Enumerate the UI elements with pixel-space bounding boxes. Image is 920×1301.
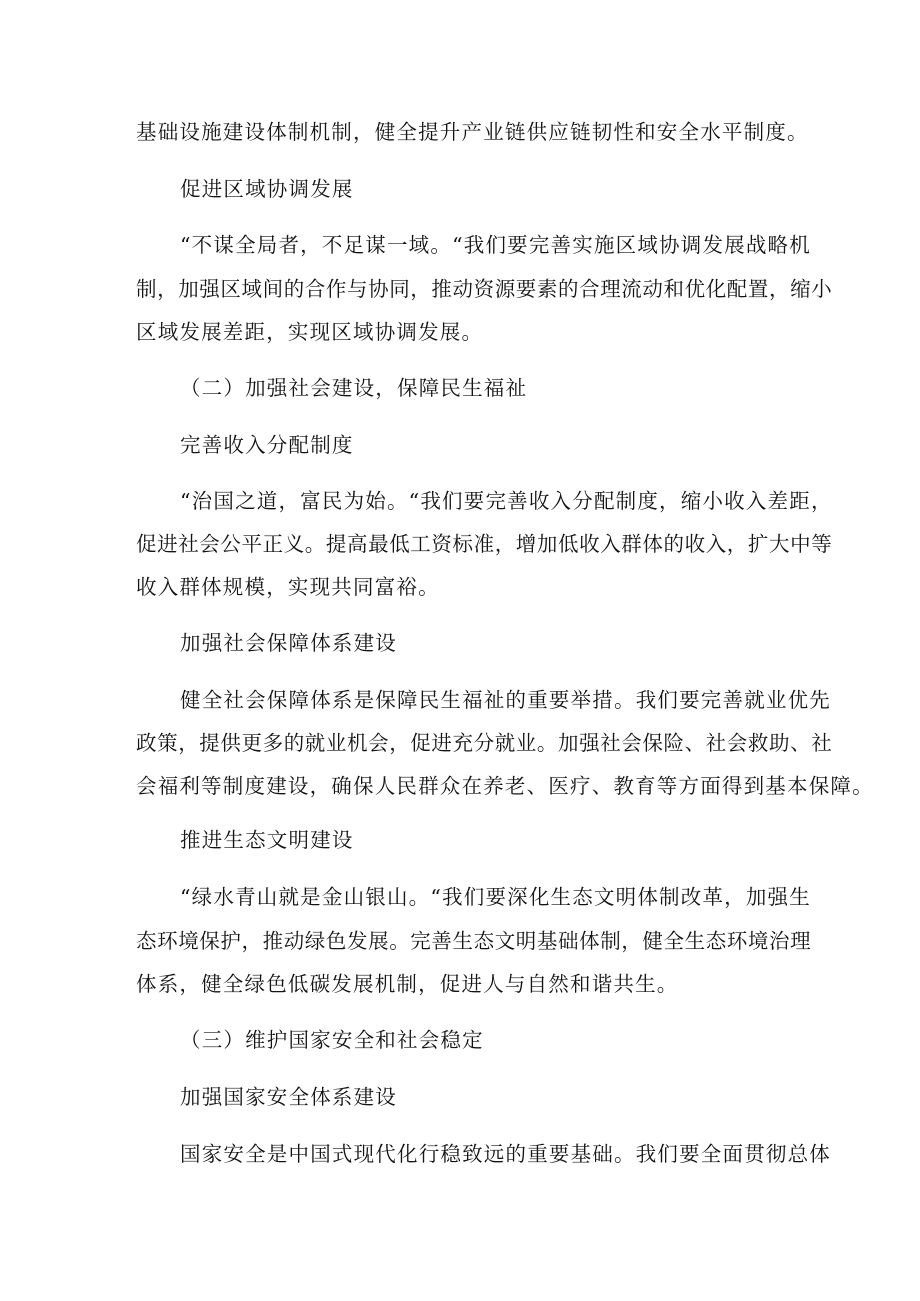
- paragraph-line: 态环境保护，推动绿色发展。完善生态文明基础体制，健全生态环境治理: [136, 929, 812, 953]
- paragraph-line: 会福利等制度建设，确保人民群众在养老、医疗、教育等方面得到基本保障。: [136, 774, 874, 798]
- paragraph-line: 体系，健全绿色低碳发展机制，促进人与自然和谐共生。: [136, 972, 679, 996]
- paragraph-line: 制，加强区域间的合作与协同，推动资源要素的合理流动和优化配置，缩小: [136, 277, 833, 301]
- subheading: 完善收入分配制度: [180, 433, 354, 457]
- paragraph-line: “绿水青山就是金山银山。“我们要深化生态文明体制改革，加强生: [180, 885, 811, 909]
- section-heading: （二）加强社会建设，保障民生福祉: [180, 376, 528, 400]
- paragraph-line: 收入群体规模，实现共同富裕。: [136, 575, 440, 599]
- paragraph-line: 健全社会保障体系是保障民生福祉的重要举措。我们要完善就业优先: [180, 688, 831, 712]
- paragraph-line: 政策，提供更多的就业机会，促进充分就业。加强社会保险、社会救助、社: [136, 731, 833, 755]
- paragraph-line: 基础设施建设体制机制，健全提升产业链供应链韧性和安全水平制度。: [136, 120, 809, 144]
- paragraph-line: “不谋全局者，不足谋一域。“我们要完善实施区域协调发展战略机: [180, 233, 811, 257]
- subheading: 加强社会保障体系建设: [180, 631, 397, 655]
- paragraph-line: 促进社会公平正义。提高最低工资标准，增加低收入群体的收入，扩大中等: [136, 532, 833, 556]
- subheading: 推进生态文明建设: [180, 828, 354, 852]
- subheading: 促进区域协调发展: [180, 177, 354, 201]
- subheading: 加强国家安全体系建设: [180, 1085, 397, 1109]
- paragraph-line: 国家安全是中国式现代化行稳致远的重要基础。我们要全面贯彻总体: [180, 1142, 831, 1166]
- paragraph-line: “治国之道，富民为始。“我们要完善收入分配制度，缩小收入差距，: [180, 489, 833, 513]
- section-heading: （三）维护国家安全和社会稳定: [180, 1028, 484, 1052]
- paragraph-line: 区域发展差距，实现区域协调发展。: [136, 320, 484, 344]
